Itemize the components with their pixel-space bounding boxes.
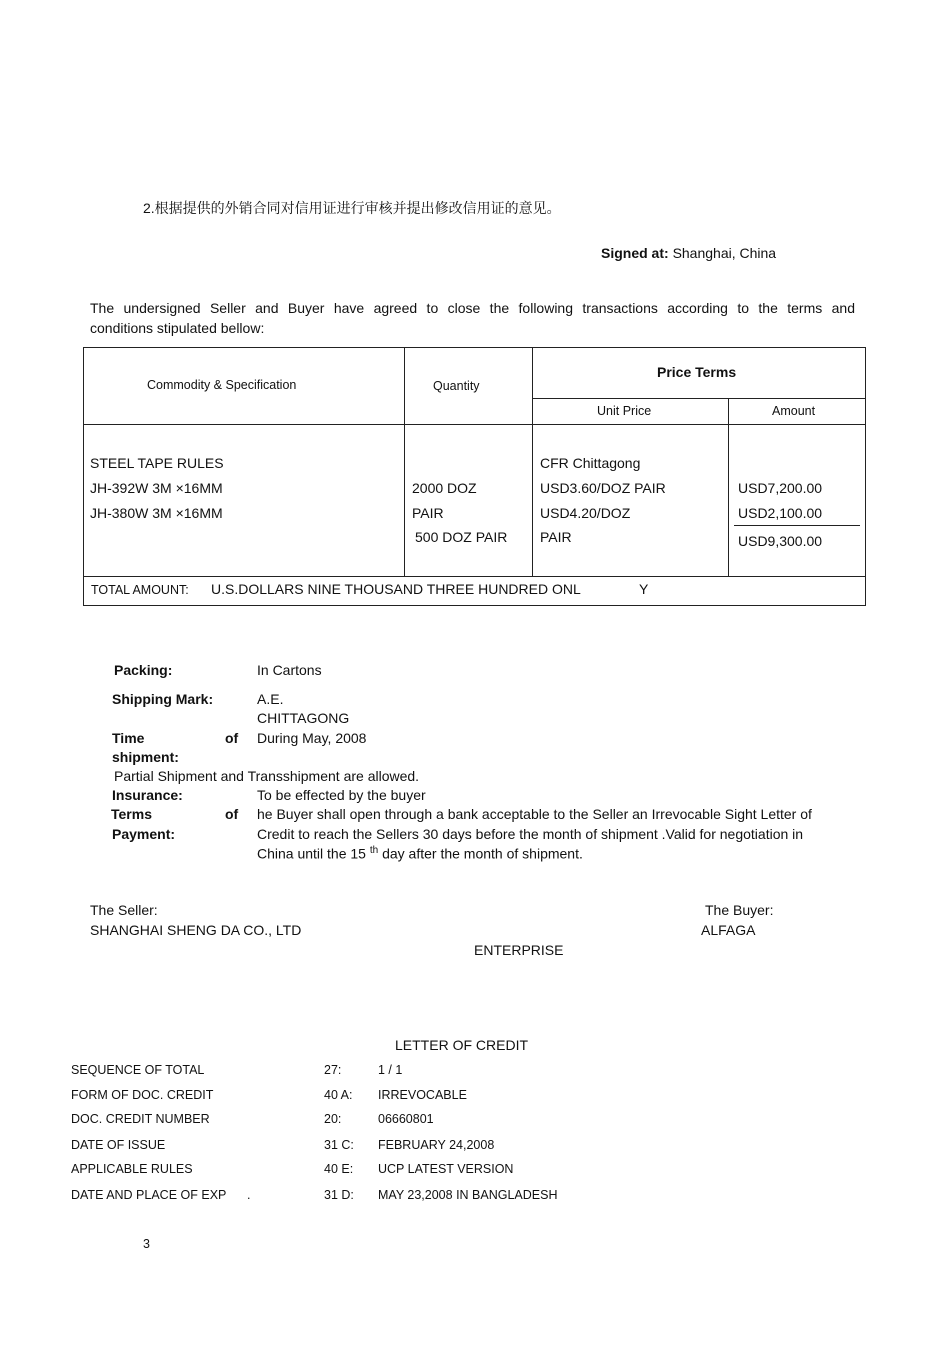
- lc-value: IRREVOCABLE: [378, 1088, 467, 1102]
- signed-at-label: Signed at:: [601, 245, 669, 261]
- commodity-line: JH-392W 3M ×16MM: [90, 480, 223, 496]
- table-divider: [404, 348, 405, 576]
- signed-at-value: Shanghai, China: [672, 245, 777, 261]
- quantity-line: 500 DOZ PAIR: [415, 529, 508, 545]
- payment-label-2: Payment:: [112, 826, 176, 842]
- shipping-mark-line: A.E.: [257, 691, 284, 707]
- lc-field: APPLICABLE RULES: [71, 1162, 193, 1176]
- header-amount: Amount: [772, 404, 816, 418]
- seller-label: The Seller:: [90, 902, 158, 918]
- lc-title: LETTER OF CREDIT: [395, 1037, 529, 1053]
- lc-value: 06660801: [378, 1112, 434, 1126]
- total-amount-tail: Y: [639, 581, 649, 597]
- lc-tag: 31 C:: [324, 1138, 354, 1152]
- payment-label-of: of: [225, 806, 239, 822]
- header-commodity: Commodity & Specification: [147, 378, 297, 392]
- time-value: During May, 2008: [257, 730, 367, 746]
- contract-table: [83, 347, 866, 606]
- buyer-label: The Buyer:: [705, 902, 774, 918]
- seller-name: SHANGHAI SHENG DA CO., LTD: [90, 922, 302, 938]
- insurance-value: To be effected by the buyer: [257, 787, 426, 803]
- lc-tag: 20:: [324, 1112, 342, 1126]
- total-amount-label: TOTAL AMOUNT:: [91, 583, 189, 597]
- unit-price-line: USD4.20/DOZ: [540, 505, 631, 521]
- instruction-text: 2.根据提供的外销合同对信用证进行审核并提出修改信用证的意见。: [143, 200, 561, 216]
- intro-line-2: conditions stipulated bellow:: [90, 320, 265, 336]
- signed-at: [601, 245, 776, 261]
- payment-superscript: th: [369, 845, 379, 856]
- total-amount-value: U.S.DOLLARS NINE THOUSAND THREE HUNDRED ONL: [211, 581, 581, 597]
- table-divider: [532, 398, 866, 399]
- time-label-of: of: [225, 730, 239, 746]
- shipping-mark-label: Shipping Mark:: [112, 691, 214, 707]
- lc-value: 1 / 1: [378, 1063, 403, 1077]
- lc-tag: 31 D:: [324, 1188, 354, 1202]
- table-divider: [84, 424, 866, 425]
- amount-underline: [734, 525, 860, 526]
- lc-field: DATE AND PLACE OF EXP: [71, 1188, 227, 1202]
- quantity-line: PAIR: [412, 505, 444, 521]
- payment-line: Credit to reach the Sellers 30 days before the month of shipment .Valid for negotiation in: [257, 826, 804, 842]
- partial-shipment-text: Partial Shipment and Transshipment are allowed.: [114, 768, 420, 784]
- page-number: 3: [143, 1237, 150, 1251]
- lc-field: FORM OF DOC. CREDIT: [71, 1088, 214, 1102]
- amount-line: USD2,100.00: [738, 505, 823, 521]
- unit-price-line: PAIR: [540, 529, 572, 545]
- amount-total: USD9,300.00: [738, 533, 823, 549]
- amount-line: USD7,200.00: [738, 480, 823, 496]
- packing-value: In Cartons: [257, 662, 322, 678]
- payment-line-3b: day after the month of shipment.: [382, 845, 583, 862]
- time-label-2: shipment:: [112, 749, 179, 765]
- lc-tag: 27:: [324, 1063, 342, 1077]
- header-quantity: Quantity: [433, 379, 480, 393]
- commodity-line: STEEL TAPE RULES: [90, 455, 224, 471]
- lc-field: DATE OF ISSUE: [71, 1138, 166, 1152]
- shipping-mark-line: CHITTAGONG: [257, 710, 350, 726]
- lc-tag: 40 A:: [324, 1088, 353, 1102]
- packing-label: Packing:: [114, 662, 173, 678]
- lc-exp-dot: .: [247, 1188, 251, 1202]
- time-label: Time: [112, 730, 145, 746]
- payment-line: he Buyer shall open through a bank acceptable to the Seller an Irrevocable Sight Letter of: [257, 806, 812, 822]
- lc-tag: 40 E:: [324, 1162, 354, 1176]
- unit-price-line: USD3.60/DOZ PAIR: [540, 480, 666, 496]
- intro-line-1: The undersigned Seller and Buyer have agreed to close the following transactions according to the terms and: [90, 300, 855, 316]
- buyer-name: ALFAGA: [701, 922, 756, 938]
- lc-field: SEQUENCE OF TOTAL: [71, 1063, 205, 1077]
- lc-value: UCP LATEST VERSION: [378, 1162, 514, 1176]
- header-price-terms: Price Terms: [657, 364, 737, 380]
- quantity-line: 2000 DOZ: [412, 480, 477, 496]
- payment-line-3a: China until the 15: [257, 845, 366, 862]
- table-divider: [84, 576, 866, 577]
- lc-field: DOC. CREDIT NUMBER: [71, 1112, 210, 1126]
- unit-price-line: CFR Chittagong: [540, 455, 641, 471]
- insurance-label: Insurance:: [112, 787, 183, 803]
- payment-label: Terms: [111, 806, 152, 822]
- lc-value: FEBRUARY 24,2008: [378, 1138, 495, 1152]
- table-divider: [532, 348, 533, 576]
- commodity-line: JH-380W 3M ×16MM: [90, 505, 223, 521]
- header-unit-price: Unit Price: [597, 404, 652, 418]
- lc-value: MAY 23,2008 IN BANGLADESH: [378, 1188, 558, 1202]
- buyer-name-2: ENTERPRISE: [474, 942, 564, 958]
- payment-line-3: [257, 845, 583, 862]
